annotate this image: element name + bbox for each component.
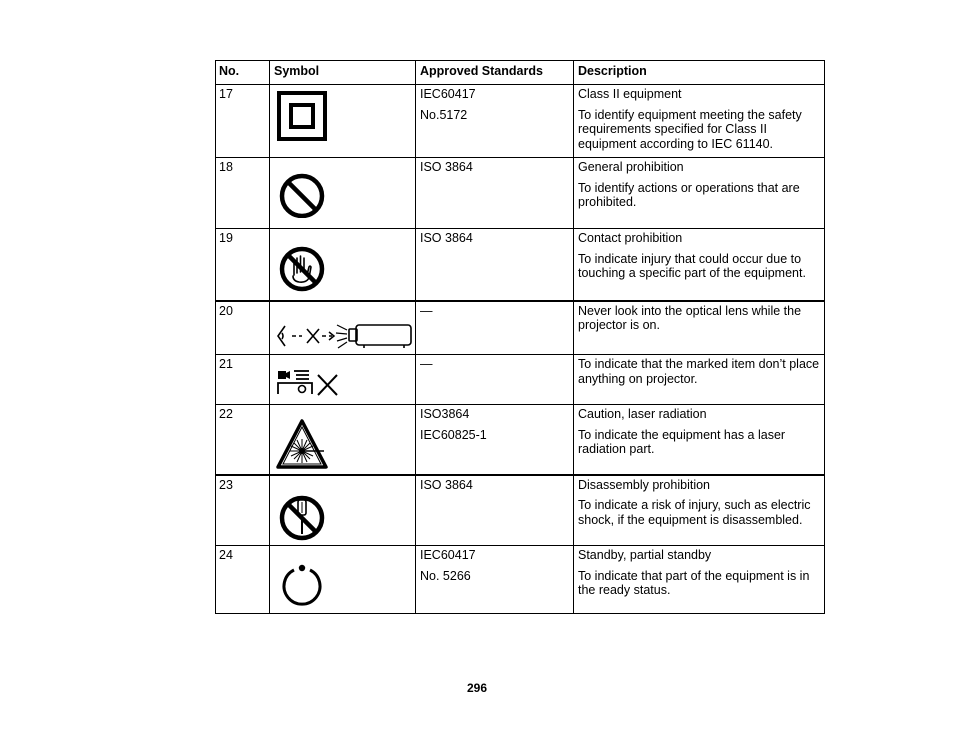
symbols-table [215,60,825,614]
row-number: 17 [216,85,270,158]
description-text: To indicate injury that could occur due to touching a specific part of the equipment. [578,251,806,280]
double-square-icon [274,87,334,143]
header-no: No. [216,61,270,85]
description-title: Caution, laser radiation [578,407,707,421]
standard: ISO 3864 [420,477,473,492]
description-text: To indicate that part of the equipment is in the ready status. [578,568,810,597]
description-text: To identify actions or operations that are prohibited. [578,180,800,209]
table-row [216,158,825,229]
laser-warning-icon [274,407,334,469]
row-number: 21 [216,355,270,405]
standard: IEC60417 [420,548,476,562]
row-number: 24 [216,546,270,614]
header-symbol: Symbol [270,61,416,85]
standard: IEC60825-1 [420,427,487,442]
page-number: 296 [466,681,488,695]
table-row [216,546,825,614]
table-row [216,85,825,158]
description-title: Standby, partial standby [578,548,712,562]
description-title: Disassembly prohibition [578,477,711,492]
description-title: Class II equipment [578,87,682,101]
row-number: 18 [216,158,270,229]
header-description: Description [574,61,825,85]
standard: ISO 3864 [420,160,473,174]
description-title: Contact prohibition [578,231,683,245]
header-approved-standards: Approved Standards [416,61,574,85]
standard: ISO 3864 [420,231,473,245]
table-header-row [216,61,825,85]
standard: ISO3864 [420,407,470,421]
table-row [216,229,825,301]
standard: IEC60417 [420,87,476,101]
table-row [216,405,825,475]
prohibition-icon [274,160,334,218]
eye-projector-icon [274,304,414,350]
standard: — [420,357,433,371]
row-number: 19 [216,229,270,301]
row-number: 23 [216,475,270,546]
screwdriver-prohibition-icon [274,478,334,542]
row-number: 22 [216,405,270,475]
hand-prohibition-icon [274,231,334,293]
description-text: To indicate a risk of injury, such as electric shock, if the equipment is disassembled. [578,498,811,527]
table-row [216,355,825,405]
description-title: General prohibition [578,160,684,174]
standard: — [420,303,433,318]
standard: No.5172 [420,107,468,122]
no-objects-on-projector-icon [274,357,354,397]
description-text: To indicate that the marked item don’t place anything on projector. [578,357,820,386]
table-row [216,475,825,546]
standard: No. 5266 [420,568,471,583]
description-text: To indicate the equipment has a laser radiation part. [578,427,786,456]
standby-icon [274,548,334,610]
table-row [216,301,825,355]
row-number: 20 [216,301,270,355]
description-text: To identify equipment meeting the safety requirements specified for Class II equipment according to IEC 61140. [578,107,802,151]
description-text: Never look into the optical lens while the projector is on. [578,303,802,332]
